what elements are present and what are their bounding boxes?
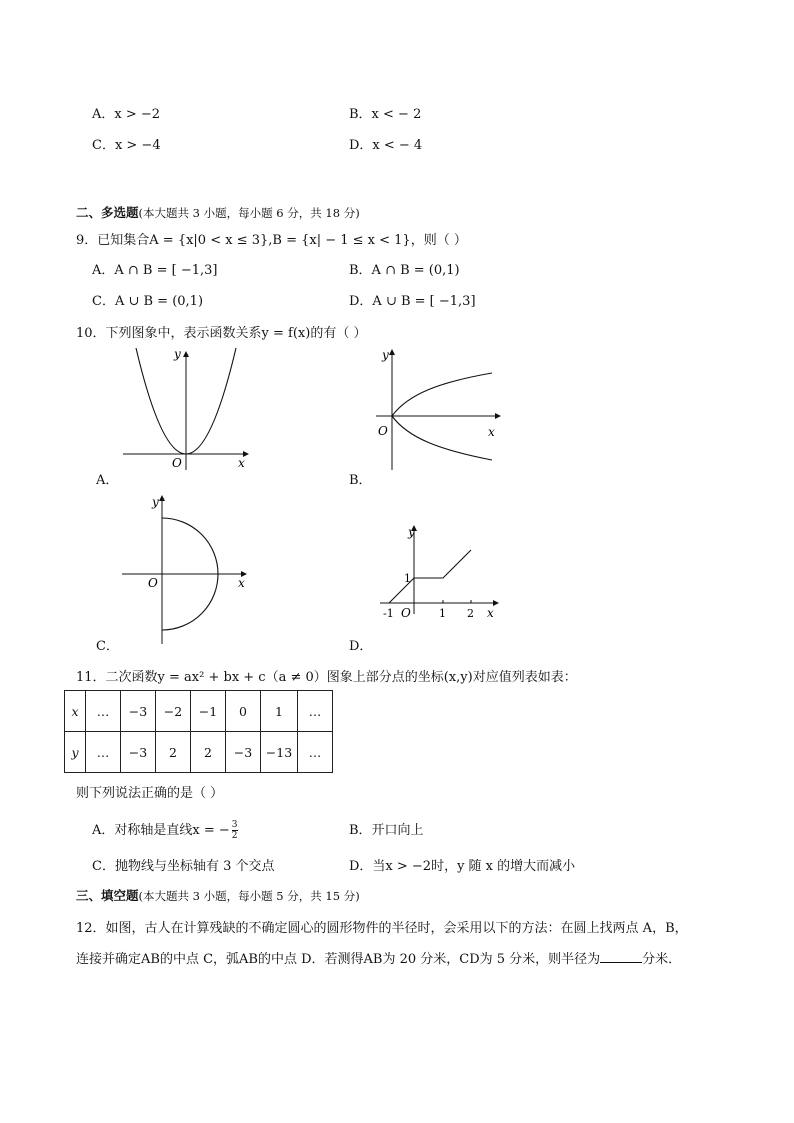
graph-c-x-label: x bbox=[238, 576, 245, 590]
graph-b-x-label: x bbox=[488, 425, 495, 439]
table-cell: 1 bbox=[261, 691, 298, 732]
section-3-title: 三、填空题 bbox=[76, 888, 139, 903]
q9-option-d[interactable]: D．A ∪ B = [ −1,3] bbox=[349, 294, 476, 309]
table-cell: 0 bbox=[226, 691, 261, 732]
graph-a-origin: O bbox=[172, 456, 182, 470]
graph-d-tick-neg1: -1 bbox=[383, 607, 394, 620]
q11-option-a[interactable] bbox=[92, 819, 238, 841]
graph-d-tick-x2: 2 bbox=[467, 607, 474, 620]
section-2-title: 二、多选题 bbox=[76, 205, 139, 220]
q9-stem: 9．已知集合A = {x|0 < x ≤ 3},B = {x| − 1 ≤ x < 1}，则（ ） bbox=[76, 233, 467, 248]
graph-c-origin: O bbox=[148, 576, 158, 590]
section-2-header bbox=[76, 203, 360, 221]
table-cell: −2 bbox=[156, 691, 191, 732]
table-row-x bbox=[65, 691, 333, 732]
q10-label-b[interactable]: B． bbox=[349, 473, 372, 488]
graph-d-y-label: y bbox=[408, 525, 415, 539]
q10-label-c[interactable]: C． bbox=[96, 639, 119, 654]
table-cell: −3 bbox=[226, 732, 261, 773]
q10-graph-d bbox=[376, 522, 504, 624]
q11-fraction-num: 3 bbox=[231, 820, 238, 830]
table-cell: … bbox=[298, 691, 333, 732]
q11-fraction bbox=[232, 820, 238, 841]
table-cell: … bbox=[298, 732, 333, 773]
q11-option-c[interactable]: C．抛物线与坐标轴有 3 个交点 bbox=[92, 859, 275, 874]
graph-d-x-label: x bbox=[487, 606, 494, 620]
graph-d-tick-y1: 1 bbox=[404, 572, 411, 585]
q9-option-a[interactable]: A．A ∩ B = [ −1,3] bbox=[92, 263, 218, 278]
section-3-note: (本大题共 3 小题，每小题 5 分，共 15 分) bbox=[138, 889, 360, 903]
q10-graph-c bbox=[118, 492, 254, 648]
q12-answer-blank[interactable] bbox=[600, 950, 642, 963]
q12-line-2-text: 连接并确定AB的中点 C，弧AB的中点 D．若测得AB为 20 分米，CD为 5 分米，则半径为 bbox=[76, 952, 601, 967]
q10-label-a[interactable]: A． bbox=[96, 473, 119, 488]
q8-option-c[interactable]: C．x > −4 bbox=[92, 138, 161, 153]
q11-fraction-den: 2 bbox=[231, 831, 238, 841]
q8-option-d[interactable]: D．x < − 4 bbox=[349, 138, 423, 153]
q10-graph-b bbox=[370, 346, 506, 472]
q12-line-1: 12．如图，古人在计算残缺的不确定圆心的圆形物件的半径时，会采用以下的方法：在圆上找两点 A，B， bbox=[76, 921, 688, 936]
table-cell: −1 bbox=[191, 691, 226, 732]
section-2-note: (本大题共 3 小题，每小题 6 分，共 18 分) bbox=[138, 206, 360, 220]
q12-line-2-end: 分米． bbox=[642, 952, 682, 967]
table-row-y bbox=[65, 732, 333, 773]
graph-c-y-label: y bbox=[152, 495, 159, 509]
section-3-header bbox=[76, 886, 360, 904]
q9-option-b[interactable]: B．A ∩ B = (0,1) bbox=[349, 263, 460, 278]
graph-d-piecewise-line bbox=[389, 550, 471, 603]
table-cell: 2 bbox=[191, 732, 226, 773]
table-cell: … bbox=[86, 691, 121, 732]
graph-b-y-label: y bbox=[382, 348, 389, 362]
q12-line-2 bbox=[76, 948, 681, 967]
q10-label-d[interactable]: D． bbox=[349, 639, 373, 654]
table-cell: 2 bbox=[156, 732, 191, 773]
table-cell: −3 bbox=[121, 732, 156, 773]
q11-value-table bbox=[64, 690, 333, 773]
table-cell: y bbox=[65, 732, 86, 773]
graph-b-origin: O bbox=[378, 424, 388, 438]
table-cell: x bbox=[65, 691, 86, 732]
q9-option-c[interactable]: C．A ∪ B = (0,1) bbox=[92, 294, 204, 309]
table-cell: −13 bbox=[261, 732, 298, 773]
q11-stem: 11．二次函数y = ax² + bx + c（a ≠ 0）图象上部分点的坐标(x,y)对应值列表如表： bbox=[76, 670, 577, 685]
q11-option-d[interactable]: D．当x > −2时，y 随 x 的增大而减小 bbox=[349, 859, 576, 874]
q10-graph-a bbox=[118, 346, 258, 472]
graph-a-x-label: x bbox=[238, 456, 245, 470]
q11-option-a-text: A．对称轴是直线x = − bbox=[92, 823, 230, 838]
table-cell: −3 bbox=[121, 691, 156, 732]
q10-stem: 10．下列图象中，表示函数关系y = f(x)的有（ ） bbox=[76, 326, 367, 341]
table-cell: … bbox=[86, 732, 121, 773]
q8-option-a[interactable]: A．x > −2 bbox=[92, 107, 161, 122]
graph-a-y-label: y bbox=[174, 347, 181, 361]
q11-option-b[interactable]: B．开口向上 bbox=[349, 823, 424, 838]
q11-prompt: 则下列说法正确的是（ ） bbox=[76, 786, 224, 801]
graph-d-tick-x1: 1 bbox=[439, 607, 446, 620]
q8-option-b[interactable]: B．x < − 2 bbox=[349, 107, 422, 122]
graph-d-origin: O bbox=[401, 606, 411, 620]
